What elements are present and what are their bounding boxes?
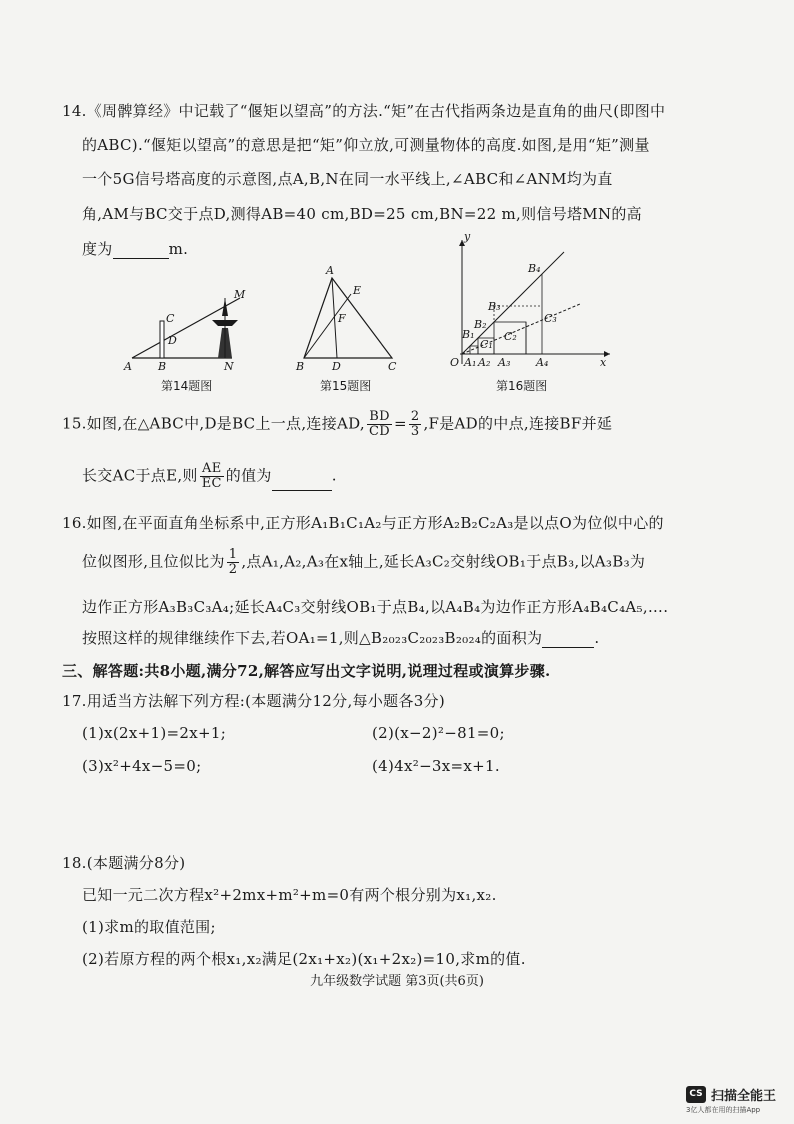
fig16-label-a4: A₄ xyxy=(536,356,549,369)
fig15-label-d: D xyxy=(332,360,341,373)
fig16-label-x: x xyxy=(600,356,607,369)
q15-answer-blank xyxy=(272,490,332,491)
fig14-label-b: B xyxy=(158,360,167,373)
fig16-label-y: y xyxy=(464,234,471,243)
fig15-label-c: C xyxy=(388,360,397,373)
fig14-label-d: D xyxy=(168,334,177,347)
q16-line1: 16.如图,在平面直角坐标系中,正方形A₁B₁C₁A₂与正方形A₂B₂C₂A₃是以点O为位似中心的 xyxy=(62,514,664,532)
figure-15 xyxy=(292,262,404,374)
fig16-label-b4: B₄ xyxy=(528,262,541,275)
figure-14 xyxy=(120,286,270,376)
fig16-label-c3: C₃ xyxy=(544,312,557,325)
q16-text-b: ,点A₁,A₂,A₃在x轴上,延长A₃C₂交射线OB₁于点B₃,以A₃B₃为 xyxy=(241,552,646,571)
camscanner-logo-icon: CS xyxy=(686,1086,706,1103)
fig14-caption: 第14题图 xyxy=(161,379,213,393)
q14-line4: 角,AM与BC交于点D,测得AB=40 cm,BD=25 cm,BN=22 m,则信号塔MN的高 xyxy=(82,205,642,223)
fig15-label-f: F xyxy=(338,312,346,325)
q15-line2 xyxy=(82,462,337,491)
fig16-label-c1: C₁ xyxy=(480,338,493,351)
q14-answer-blank xyxy=(113,258,169,259)
fig16-label-o: O xyxy=(450,356,460,369)
q14-line3: 一个5G信号塔高度的示意图,点A,B,N在同一水平线上,∠ABC和∠ANM均为直 xyxy=(82,170,613,188)
q15-end: . xyxy=(331,466,337,485)
q16-line2 xyxy=(82,548,645,577)
q16-end: . xyxy=(594,629,600,647)
q18-part1: (1)求m的取值范围; xyxy=(82,918,216,936)
q15-frac2-num: 2 xyxy=(410,409,420,424)
q18-title: 18.(本题满分8分) xyxy=(62,854,186,872)
q16-fraction-half xyxy=(227,548,240,577)
page-footer: 九年级数学试题 第3页(共6页) xyxy=(310,974,484,989)
q15-text-d: 的值为 xyxy=(225,466,272,485)
camscanner-tagline: 3亿人都在用的扫描App xyxy=(686,1106,761,1114)
fig14-label-a: A xyxy=(124,360,132,373)
q14-line5 xyxy=(82,238,188,259)
q15-equals: = xyxy=(394,414,407,433)
q15-text-a: 15.如图,在△ABC中,D是BC上一点,连接AD, xyxy=(62,414,366,433)
fig14-label-m: M xyxy=(234,288,246,301)
fig15-label-e: E xyxy=(353,284,362,297)
q14-line2: 的ABC).“偃矩以望高”的意思是把“矩”仰立放,可测量物体的高度.如图,是用“矩”测量 xyxy=(82,136,650,154)
q17-title: 17.用适当方法解下列方程:(本题满分12分,每小题各3分) xyxy=(62,692,446,710)
q18-part2: (2)若原方程的两个根x₁,x₂满足(2x₁+x₂)(x₁+2x₂)=10,求m的值. xyxy=(82,950,526,968)
q16-line4 xyxy=(82,627,599,648)
q15-fraction-2-3 xyxy=(409,410,422,439)
q17-part4: (4)4x²−3x=x+1. xyxy=(372,757,500,775)
q15-text-b: ,F是AD的中点,连接BF并延 xyxy=(423,414,613,433)
q15-frac2-den: 3 xyxy=(410,424,420,439)
q14-line5-prefix: 度为 xyxy=(82,240,113,258)
fig16-label-b1: B₁ xyxy=(462,328,475,341)
q17-part1: (1)x(2x+1)=2x+1; xyxy=(82,724,227,742)
fig16-label-a3: A₃ xyxy=(498,356,511,369)
q15-line1 xyxy=(62,410,612,439)
q15-frac1-den: CD xyxy=(369,424,390,439)
q15-frac3-den: EC xyxy=(201,476,222,491)
q14-line1: 14.《周髀算经》中记载了“偃矩以望高”的方法.“矩”在古代指两条边是直角的曲尺(即图中 xyxy=(62,102,666,120)
fig15-caption: 第15题图 xyxy=(320,379,372,393)
q16-text-c: 按照这样的规律继续作下去,若OA₁=1,则△B₂₀₂₃C₂₀₂₃B₂₀₂₄的面积为 xyxy=(82,629,543,647)
fig14-label-c: C xyxy=(166,312,175,325)
fig16-label-b2: B₂ xyxy=(474,318,487,331)
fig14-label-n: N xyxy=(224,360,234,373)
fig16-caption: 第16题图 xyxy=(496,379,548,393)
q16-frac-den: 2 xyxy=(228,562,238,577)
q17-part3: (3)x²+4x−5=0; xyxy=(82,757,202,775)
fig15-label-b: B xyxy=(296,360,305,373)
q18-stem: 已知一元二次方程x²+2mx+m²+m=0有两个根分别为x₁,x₂. xyxy=(82,886,497,904)
q16-frac-num: 1 xyxy=(228,547,238,562)
q15-frac3-num: AE xyxy=(200,462,224,477)
q15-frac1-num: BD xyxy=(367,410,392,425)
q14-line5-suffix: m. xyxy=(168,240,189,258)
fig16-label-a2: A₂ xyxy=(478,356,491,369)
fig16-label-c2: C₂ xyxy=(504,330,517,343)
q16-answer-blank xyxy=(542,647,594,648)
q16-line3: 边作正方形A₃B₃C₃A₄;延长A₄C₃交射线OB₁于点B₄,以A₄B₄为边作正方形A₄B₄C₄A₅,…. xyxy=(82,598,669,616)
fig16-label-a1: A₁ xyxy=(464,356,477,369)
fig16-label-b3: B₃ xyxy=(488,300,501,313)
q15-text-c: 长交AC于点E,则 xyxy=(82,466,198,485)
q17-part2: (2)(x−2)²−81=0; xyxy=(372,724,505,742)
fig15-label-a: A xyxy=(326,264,334,277)
figure-16 xyxy=(440,234,616,374)
q15-fraction-bd-cd xyxy=(367,410,392,439)
section-3-heading: 三、解答题:共8小题,满分72,解答应写出文字说明,说理过程或演算步骤. xyxy=(62,662,551,680)
q16-text-a: 位似图形,且位似比为 xyxy=(82,552,225,571)
q15-fraction-ae-ec xyxy=(200,462,224,491)
camscanner-name: 扫描全能王 xyxy=(711,1089,777,1104)
